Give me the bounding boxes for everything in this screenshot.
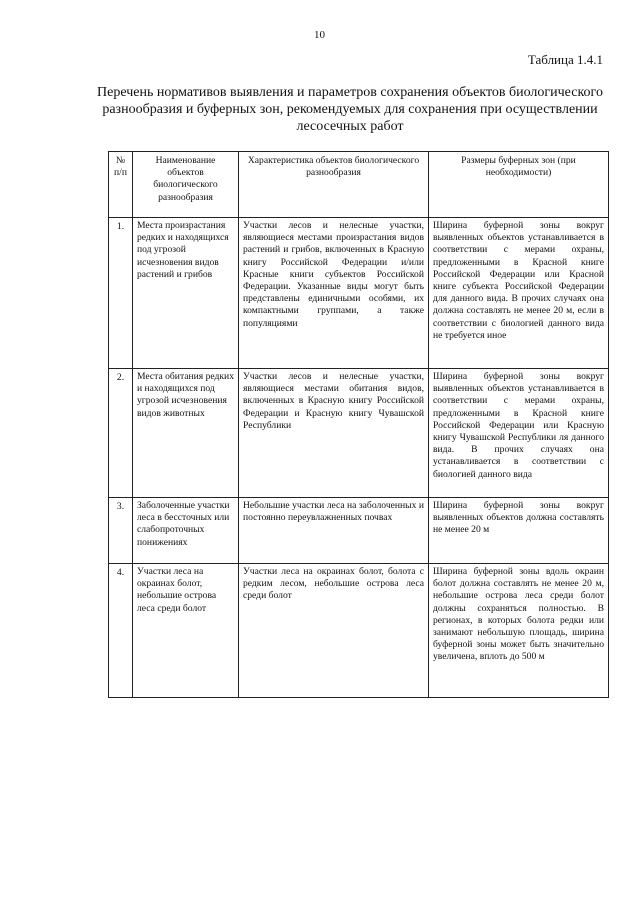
object-name-cell: Участки леса на окраинах болот, небольшие острова леса среди болот — [133, 564, 239, 698]
page-number: 10 — [314, 29, 325, 41]
buffer-size-cell: Ширина буферной зоны вдоль окраин болот должна составлять не менее 20 м, небольшие острова леса среди болот должны сохраняться полностью. В регионах, в которых болота редки или занимают небольшую площадь, ширина буферной зоны может быть значительно увеличена, вплоть до 500 м — [429, 564, 609, 698]
object-name-cell: Заболоченные участки леса в бессточных или слабопроточных понижениях — [133, 498, 239, 564]
row-number: 1. — [109, 218, 133, 369]
object-name-cell: Места произрастания редких и находящихся под угрозой исчезновения видов растений и грибов — [133, 218, 239, 369]
header-number: № п/п — [109, 152, 133, 218]
document-title: Перечень нормативов выявления и параметров сохранения объектов биологического разнообразия и буферных зон, рекомендуемых для сохранения при осуществлении лесосечных работ — [97, 85, 603, 134]
characteristic-cell: Небольшие участки леса на заболоченных и постоянно переувлажненных почвах — [239, 498, 429, 564]
object-name-cell: Места обитания редких и находящихся под угрозой исчезновения видов животных — [133, 369, 239, 498]
characteristic-cell: Участки лесов и нелесные участки, являющиеся местами обитания видов, включенных в Красную книгу Российской Федерации и Красную книгу Чувашской Республики — [239, 369, 429, 498]
row-number: 4. — [109, 564, 133, 698]
row-number: 2. — [109, 369, 133, 498]
header-buffer-size: Размеры буферных зон (при необходимости) — [429, 152, 609, 218]
characteristic-cell: Участки леса на окраинах болот, болота с редким лесом, небольшие острова леса среди болот — [239, 564, 429, 698]
table-row — [109, 564, 609, 698]
table-row — [109, 498, 609, 564]
buffer-size-cell: Ширина буферной зоны вокруг выявленных объектов должна составлять не менее 20 м — [429, 498, 609, 564]
row-number: 3. — [109, 498, 133, 564]
table-header-row — [109, 152, 609, 218]
table-row — [109, 369, 609, 498]
characteristic-cell: Участки лесов и нелесные участки, являющиеся местами произрастания видов растений и грибов, включенных в Красную книгу Российской Федерации и/или Красные книги субъектов Российской Федерации. Указанные виды могут быть представлены единичными особями, их компактными группами, а также популяциями — [239, 218, 429, 369]
header-characteristic: Характеристика объектов биологического разнообразия — [239, 152, 429, 218]
buffer-size-cell: Ширина буферной зоны вокруг выявленных объектов устанавливается в соответствии с мерами охраны, предложенными в Красной книге Российской Федерации или Красной книге субъекта Российской Федерации для данного вида. В прочих случаях она должна составлять не менее 20 м, если в соответствии с биологией данного вида не требуется иное — [429, 218, 609, 369]
table-row — [109, 218, 609, 369]
buffer-size-cell: Ширина буферной зоны вокруг выявленных объектов устанавливается в соответствии с мерами охраны, предложенными в Красной книге Российской Федерации или Красную книгу Чувашской Республики ля данного вида. В прочих случаях она устанавливается в соответствии с биологией данного вида — [429, 369, 609, 498]
table-label: Таблица 1.4.1 — [527, 52, 603, 67]
norms-table — [108, 151, 609, 698]
header-object-name: Наименование объектов биологического разнообразия — [133, 152, 239, 218]
